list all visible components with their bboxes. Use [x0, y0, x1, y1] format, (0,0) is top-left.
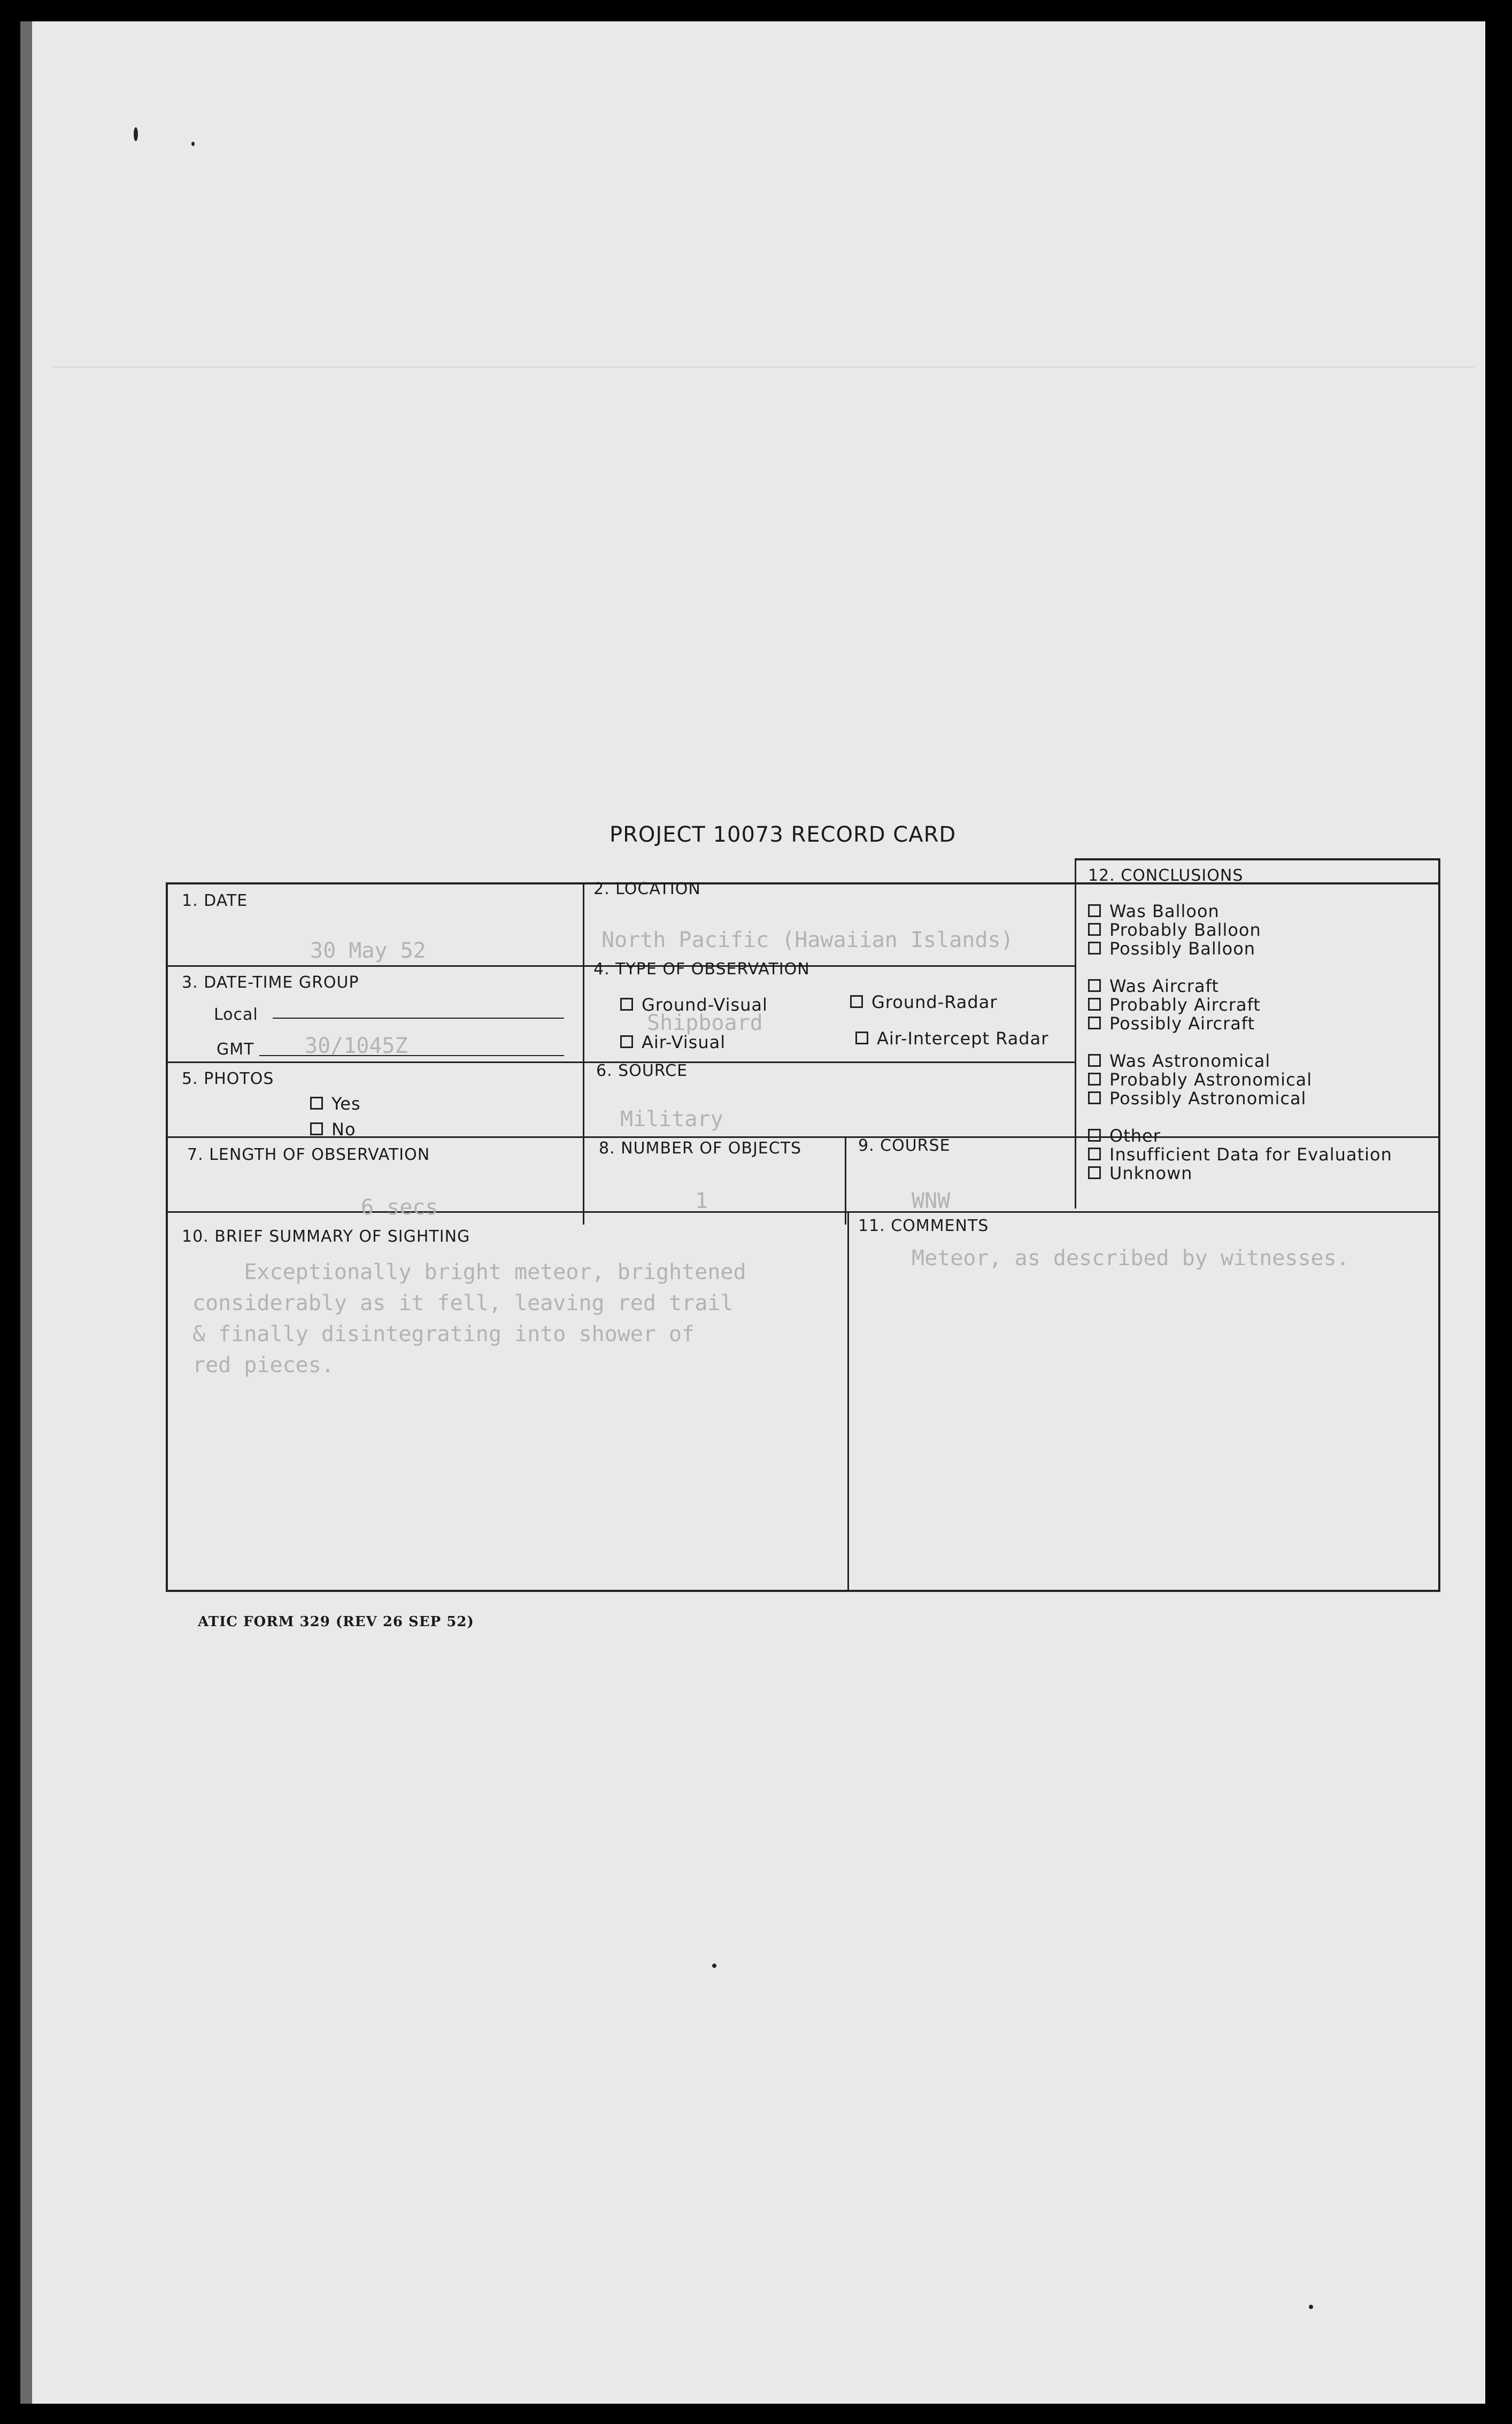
page-crease [52, 366, 1475, 368]
photos-label: 5. PHOTOS [182, 1069, 274, 1088]
speck [1309, 2305, 1313, 2309]
dtg-label: 3. DATE-TIME GROUP [182, 973, 359, 992]
air-visual-label: Air-Visual [642, 1032, 726, 1052]
photos-yes-checkbox [310, 1097, 323, 1110]
checkbox [1088, 1148, 1101, 1160]
conclusion-option [1088, 1051, 1270, 1071]
checkbox [1088, 979, 1101, 992]
conclusion-option [1088, 1069, 1312, 1090]
photos-yes-label: Yes [331, 1094, 361, 1114]
ground-radar-checkbox [850, 995, 863, 1008]
date-label: 1. DATE [182, 891, 248, 910]
photos-no-label: No [331, 1119, 356, 1140]
divider-summary-comments [847, 1211, 849, 1591]
card-border-bottom [166, 1590, 1440, 1592]
checkbox [1088, 904, 1101, 917]
summary-line: considerably as it fell, leaving red trail [192, 1291, 734, 1315]
air-visual-checkbox [620, 1035, 633, 1048]
comments-value: Meteor, as described by witnesses. [912, 1246, 1349, 1271]
card-title: PROJECT 10073 RECORD CARD [610, 822, 956, 847]
gmt-label: GMT [217, 1040, 254, 1059]
conclusion-label: Possibly Aircraft [1109, 1013, 1255, 1034]
conclusion-option [1088, 1088, 1306, 1109]
conclusion-option [1088, 1144, 1392, 1165]
conclusion-option [1088, 1163, 1193, 1183]
conclusion-option [1088, 976, 1219, 996]
conclusion-other-label: Other [1109, 1126, 1161, 1146]
divider-col-conclusions [1075, 858, 1076, 1209]
speck [712, 1964, 716, 1968]
air-intercept-label: Air-Intercept Radar [877, 1028, 1049, 1049]
ground-visual-label: Ground-Visual [642, 995, 768, 1015]
comments-label: 11. COMMENTS [858, 1217, 989, 1235]
gmt-value: 30/1045Z [305, 1034, 408, 1058]
divider-col1 [583, 882, 584, 1225]
summary-label: 10. BRIEF SUMMARY OF SIGHTING [182, 1227, 470, 1246]
objects-value: 1 [695, 1189, 708, 1213]
photos-yes-option [310, 1094, 361, 1114]
air-intercept-option [855, 1028, 1048, 1049]
divider-row4 [166, 1211, 1440, 1213]
conclusion-option [1088, 1013, 1255, 1034]
card-border-right [1438, 858, 1440, 1591]
observation-type-typed: Shipboard [647, 1011, 763, 1035]
checkbox [1088, 998, 1101, 1011]
conclusion-label: Insufficient Data for Evaluation [1109, 1144, 1392, 1165]
local-label: Local [214, 1005, 258, 1024]
checkbox [1088, 1017, 1101, 1029]
ground-visual-checkbox [620, 998, 633, 1011]
checkbox [1088, 942, 1101, 955]
conclusion-label: Possibly Astronomical [1109, 1088, 1307, 1109]
conclusion-label: Probably Astronomical [1109, 1069, 1313, 1090]
conclusion-option [1088, 920, 1261, 940]
summary-line: red pieces. [192, 1353, 334, 1378]
location-value: North Pacific (Hawaiian Islands) [601, 928, 1014, 952]
course-label: 9. COURSE [858, 1136, 951, 1155]
conclusion-option [1088, 901, 1220, 921]
photos-no-option [310, 1119, 356, 1140]
conclusion-label: Probably Balloon [1109, 920, 1261, 940]
checkbox [1088, 1073, 1101, 1086]
air-visual-option [620, 1032, 726, 1052]
card-border-top [166, 882, 1438, 884]
ground-radar-option [850, 992, 997, 1012]
conclusions-border-top [1075, 858, 1438, 860]
conclusion-label: Possibly Balloon [1109, 938, 1256, 959]
length-label: 7. LENGTH OF OBSERVATION [187, 1145, 430, 1164]
record-card [166, 858, 1444, 1594]
summary-line: & finally disintegrating into shower of [192, 1322, 695, 1346]
source-label: 6. SOURCE [596, 1061, 688, 1080]
objects-label: 8. NUMBER OF OBJECTS [599, 1139, 802, 1158]
location-label: 2. LOCATION [593, 880, 701, 898]
conclusion-other-option [1088, 1126, 1161, 1146]
conclusion-label: Was Balloon [1109, 901, 1220, 921]
card-border-left [166, 882, 168, 1591]
photos-no-checkbox [310, 1122, 323, 1135]
source-value: Military [620, 1107, 723, 1132]
page-edge-shadow [20, 21, 32, 2404]
conclusion-label: Unknown [1109, 1163, 1193, 1183]
checkbox [1088, 923, 1101, 936]
conclusion-label: Was Aircraft [1109, 976, 1219, 996]
conclusion-label: Probably Aircraft [1109, 995, 1261, 1015]
length-value: 6 secs [361, 1195, 438, 1220]
checkbox [1088, 1091, 1101, 1104]
summary-text [192, 1257, 746, 1381]
speck [191, 142, 195, 146]
checkbox [1088, 1054, 1101, 1067]
air-intercept-checkbox [855, 1032, 868, 1044]
date-value: 30 May 52 [310, 938, 426, 963]
checkbox [1088, 1129, 1101, 1142]
summary-line: Exceptionally bright meteor, brightened [192, 1260, 746, 1284]
checkbox [1088, 1166, 1101, 1179]
form-id: ATIC FORM 329 (REV 26 SEP 52) [198, 1614, 474, 1630]
conclusions-label: 12. CONCLUSIONS [1088, 866, 1244, 885]
local-field-line [273, 1018, 564, 1019]
course-value: WNW [912, 1189, 951, 1213]
conclusion-option [1088, 995, 1261, 1015]
observation-type-label: 4. TYPE OF OBSERVATION [593, 960, 810, 979]
conclusion-option [1088, 938, 1255, 959]
conclusion-label: Was Astronomical [1109, 1051, 1271, 1071]
ground-radar-label: Ground-Radar [871, 992, 998, 1012]
speck [134, 127, 138, 141]
